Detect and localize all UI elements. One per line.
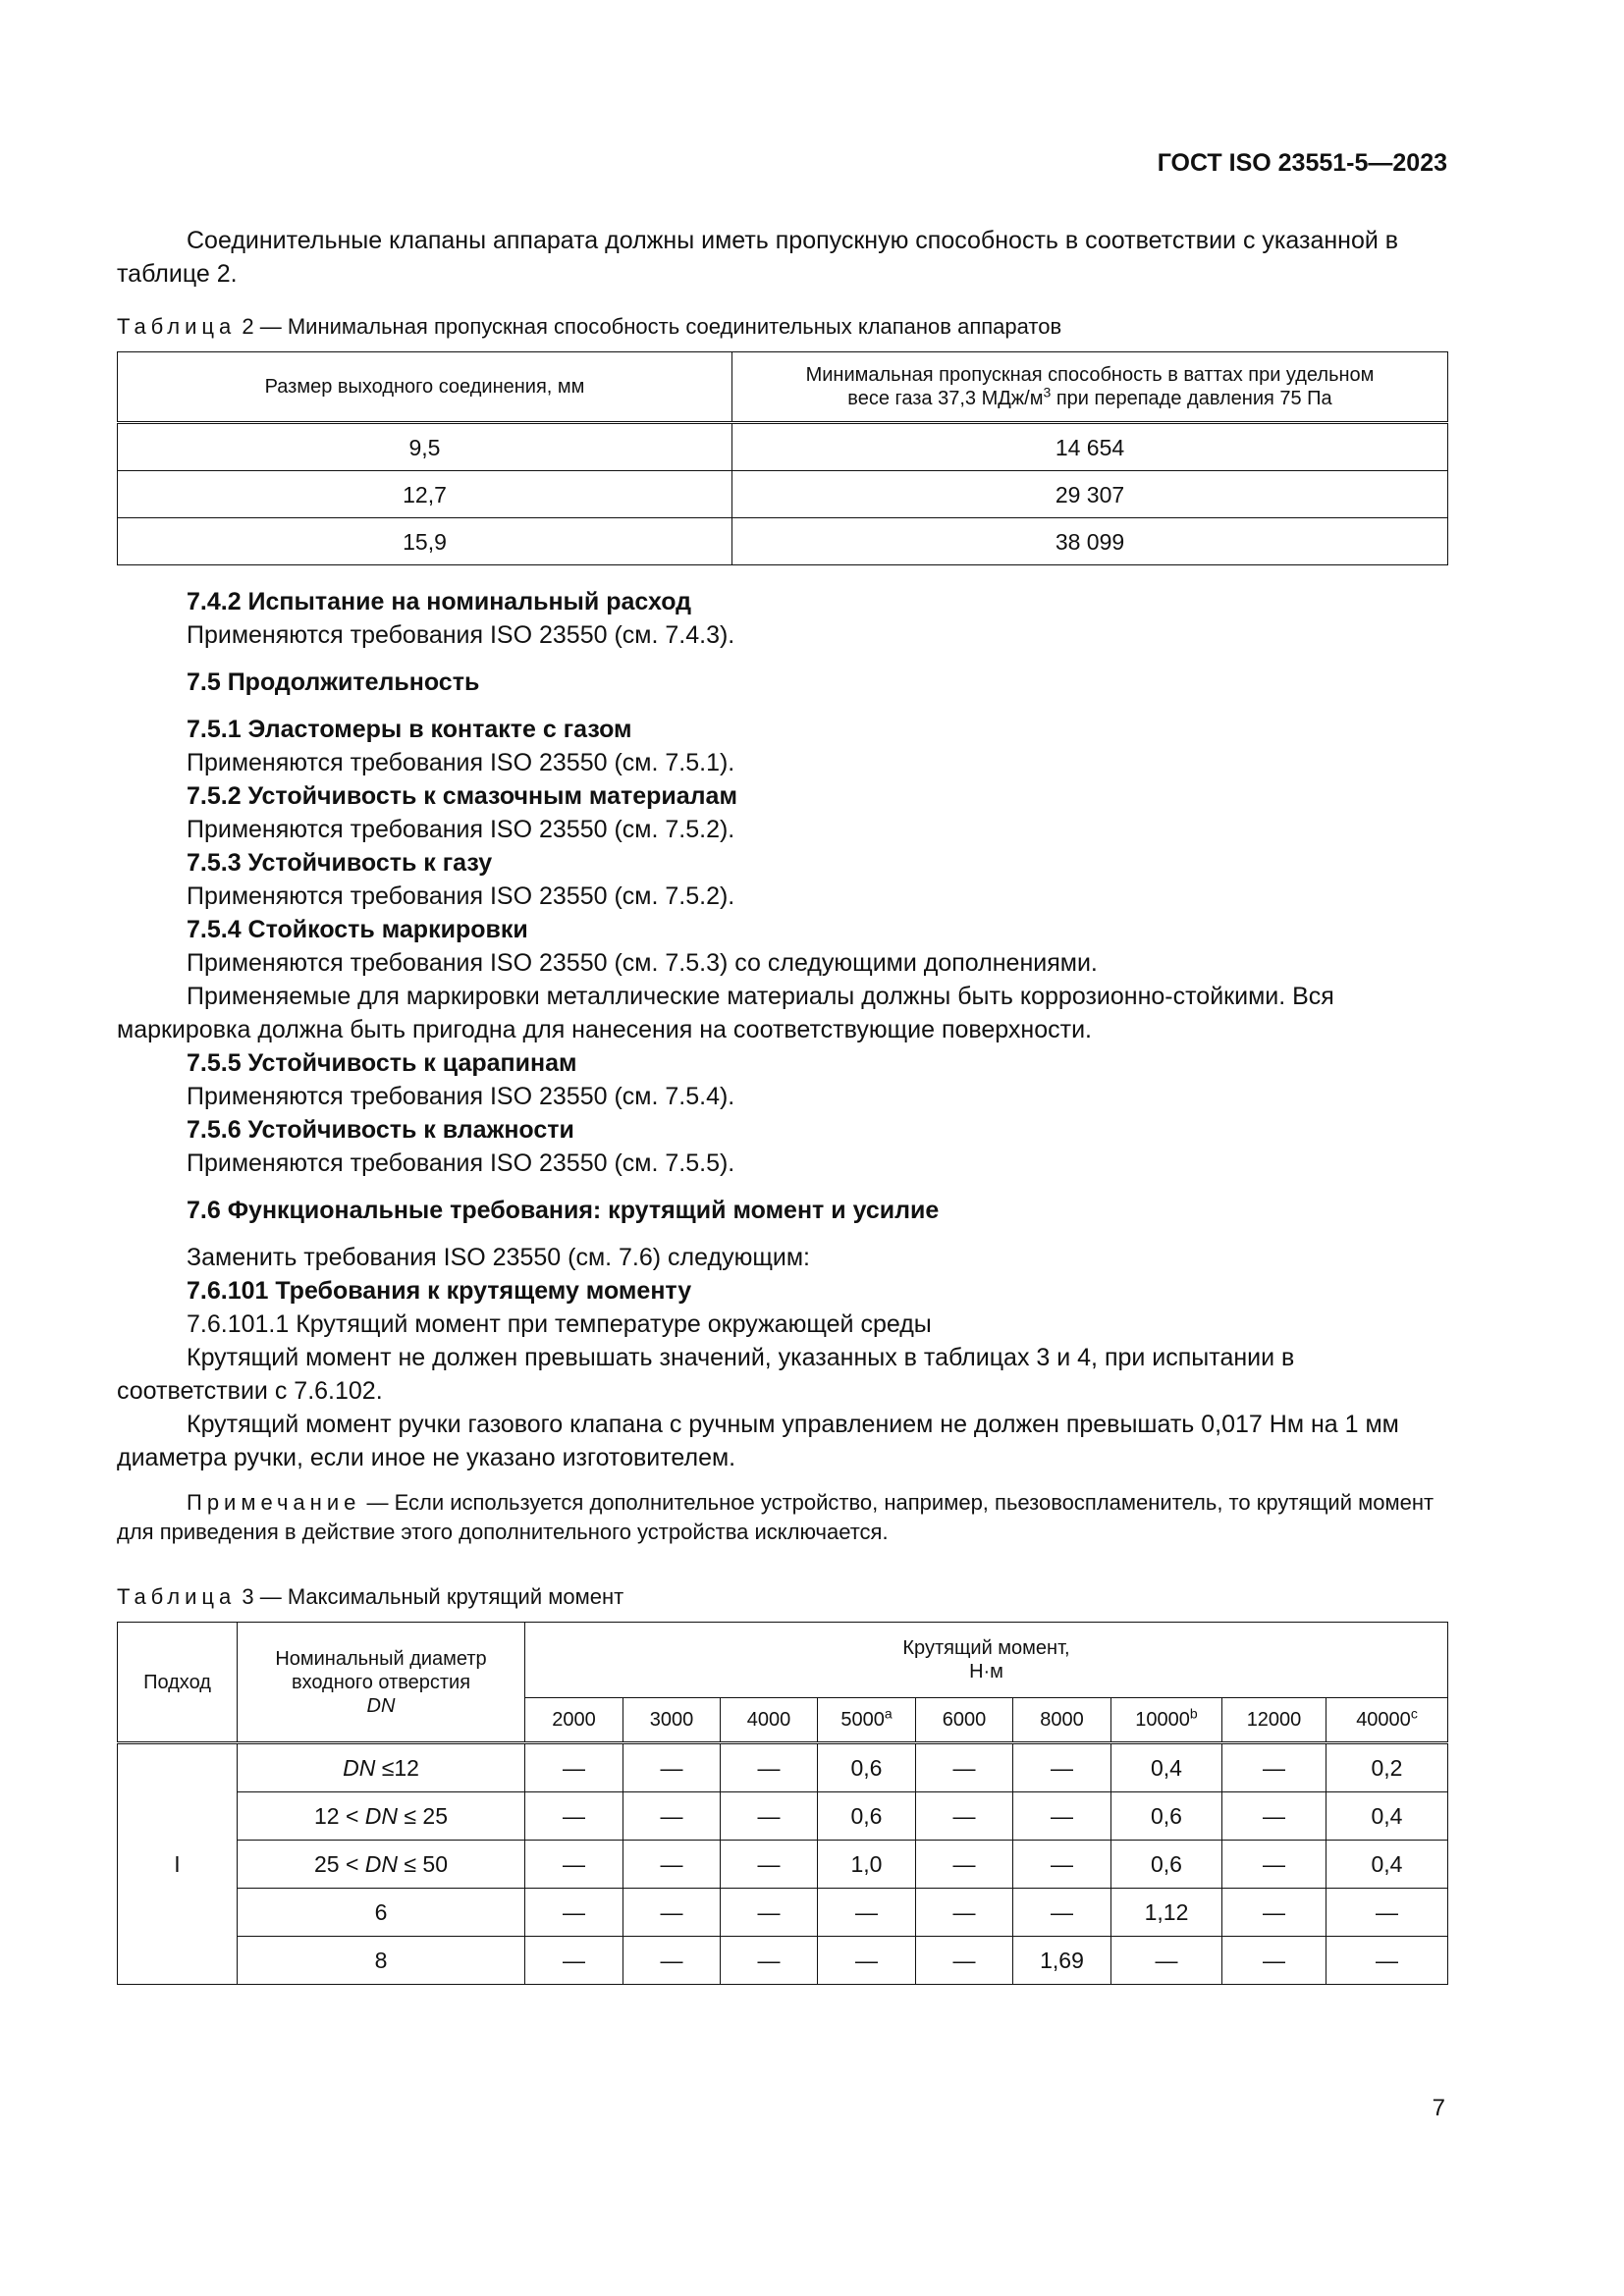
table2-caption xyxy=(117,312,1448,342)
table-row xyxy=(118,518,1448,565)
table2-col2-header-c: при перепаде давления 75 Па xyxy=(1051,388,1332,409)
table3-torque-cell: 0,6 xyxy=(1111,1841,1222,1889)
section-7-5-title: 7.5 Продолжительность xyxy=(187,668,480,696)
table3-torque-cell: — xyxy=(721,1889,818,1937)
table3-torque-cell: — xyxy=(916,1841,1013,1889)
table2-col2-header-sup: 3 xyxy=(1043,384,1052,400)
table3-torque-cell: — xyxy=(623,1792,721,1841)
table3-speed-header xyxy=(1222,1698,1326,1743)
table3-speed-header xyxy=(721,1698,818,1743)
table3-speed-value: 10000 xyxy=(1135,1709,1190,1731)
table3-diameter-dn: DN xyxy=(343,1755,376,1781)
table2-caption-text: 2 — Минимальная пропускная способность соединительных клапанов аппаратов xyxy=(236,314,1062,339)
table2-header-row xyxy=(118,352,1448,423)
table3-torque-cell: — xyxy=(623,1841,721,1889)
section-7-5-2-title: 7.5.2 Устойчивость к смазочным материалам xyxy=(187,782,737,810)
table3-torque-cell: 0,6 xyxy=(1111,1792,1222,1841)
table3-torque-cell: — xyxy=(1326,1889,1448,1937)
note-paragraph xyxy=(117,1488,1448,1547)
table3-diameter-cell xyxy=(238,1937,525,1985)
table2-capacity-cell: 29 307 xyxy=(732,471,1448,518)
section-7-5-4-text: Применяются требования ISO 23550 (см. 7.5.3) со следующими дополнениями. xyxy=(187,949,1098,977)
table2-capacity-cell: 14 654 xyxy=(732,423,1448,471)
table3-speed-footnote: b xyxy=(1189,1705,1198,1722)
table3-torque-cell: — xyxy=(525,1841,623,1889)
table3-speed-header xyxy=(1111,1698,1222,1743)
section-7-4-2-text: Применяются требования ISO 23550 (см. 7.4.3). xyxy=(187,621,735,649)
table3-speed-footnote: c xyxy=(1410,1705,1418,1722)
table3-speed-footnote: a xyxy=(884,1705,893,1722)
table3-torque-cell: 0,4 xyxy=(1111,1743,1222,1792)
table3-speed-header xyxy=(1326,1698,1448,1743)
table2-min-capacity xyxy=(117,351,1448,565)
table2-col2-header xyxy=(732,352,1448,423)
table2-size-cell: 12,7 xyxy=(118,471,732,518)
table3-torque-cell: — xyxy=(916,1889,1013,1937)
table3-torque-cell: — xyxy=(1013,1841,1111,1889)
table3-diameter-header-text: Номинальный диаметр входного отверстия xyxy=(275,1647,487,1693)
table-row xyxy=(118,423,1448,471)
section-7-5-5-text: Применяются требования ISO 23550 (см. 7.5.4). xyxy=(187,1083,735,1110)
torque-paragraph-2: Крутящий момент ручки газового клапана с ручным управлением не должен превышать 0,017 Нм на 1 мм диаметра ручки, если иное не указано изготовителем. xyxy=(117,1411,1399,1471)
table3-diameter-header-dn: DN xyxy=(366,1694,396,1717)
table3-caption-label: Таблица xyxy=(117,1584,237,1609)
table3-speed-header xyxy=(916,1698,1013,1743)
table3-torque-header xyxy=(525,1623,1448,1698)
table2-col2-header-a: Минимальная пропускная способность в ваттах при удельном xyxy=(805,364,1375,386)
table3-torque-cell: — xyxy=(1222,1841,1326,1889)
table3-torque-cell: — xyxy=(623,1743,721,1792)
table3-diameter-suffix: ≤ 50 xyxy=(398,1851,449,1877)
table3-diameter-cell xyxy=(238,1743,525,1792)
table2-col1-header: Размер выходного соединения, мм xyxy=(118,352,732,423)
section-7-5-6-text: Применяются требования ISO 23550 (см. 7.5.5). xyxy=(187,1149,735,1177)
section-7-5-1-text: Применяются требования ISO 23550 (см. 7.5.1). xyxy=(187,749,735,776)
table3-torque-cell: — xyxy=(1111,1937,1222,1985)
table3-diameter-prefix: 6 xyxy=(374,1899,388,1925)
page-content xyxy=(117,224,1448,1985)
page-number: 7 xyxy=(1432,2095,1445,2121)
table3-header-row xyxy=(118,1623,1448,1698)
intro-paragraph: Соединительные клапаны аппарата должны иметь пропускную способность в соответствии с указанной в таблице 2. xyxy=(117,227,1399,288)
table3-torque-cell: — xyxy=(1222,1792,1326,1841)
section-7-4-2-title: 7.4.2 Испытание на номинальный расход xyxy=(187,588,692,615)
table3-torque-cell: — xyxy=(721,1841,818,1889)
table3-diameter-prefix: 25 < xyxy=(313,1851,365,1877)
table3-body xyxy=(118,1743,1448,1985)
table3-torque-cell: 1,0 xyxy=(818,1841,916,1889)
table3-speed-value: 40000 xyxy=(1356,1709,1411,1731)
table3-caption-text: 3 — Максимальный крутящий момент xyxy=(236,1584,624,1609)
table3-diameter-cell xyxy=(238,1889,525,1937)
table3-max-torque xyxy=(117,1622,1448,1985)
table3-speed-value: 5000 xyxy=(840,1709,885,1731)
table3-torque-cell: 0,6 xyxy=(818,1743,916,1792)
table-row xyxy=(118,471,1448,518)
table3-speed-header xyxy=(525,1698,623,1743)
table3-torque-cell: — xyxy=(525,1889,623,1937)
table3-speed-header xyxy=(623,1698,721,1743)
table3-torque-cell: — xyxy=(721,1792,818,1841)
table3-diameter-header xyxy=(238,1623,525,1743)
table3-torque-cell: — xyxy=(1013,1889,1111,1937)
section-7-5-3-text: Применяются требования ISO 23550 (см. 7.5.2). xyxy=(187,882,735,910)
table2-size-cell: 15,9 xyxy=(118,518,732,565)
section-7-6-title: 7.6 Функциональные требования: крутящий момент и усилие xyxy=(187,1197,940,1224)
table2-size-cell: 9,5 xyxy=(118,423,732,471)
table3-approach-cell: I xyxy=(118,1743,238,1985)
table3-diameter-dn: DN xyxy=(364,1803,399,1829)
table3-torque-cell: — xyxy=(818,1937,916,1985)
section-7-5-5-title: 7.5.5 Устойчивость к царапинам xyxy=(187,1049,577,1077)
table3-speed-header xyxy=(1013,1698,1111,1743)
table3-torque-cell: — xyxy=(525,1937,623,1985)
section-7-5-4-text-2: Применяемые для маркировки металлические материалы должны быть коррозионно-стойкими. Вся маркировка должна быть пригодна для нанесения на соответствующие поверхности. xyxy=(117,983,1334,1043)
table3-speed-value: 6000 xyxy=(942,1709,987,1731)
table3-torque-cell: 0,2 xyxy=(1326,1743,1448,1792)
table3-torque-cell: — xyxy=(916,1937,1013,1985)
table3-torque-cell: — xyxy=(721,1937,818,1985)
table3-torque-cell: 0,4 xyxy=(1326,1792,1448,1841)
table3-caption xyxy=(117,1582,1448,1612)
table3-torque-cell: — xyxy=(1013,1792,1111,1841)
table3-torque-cell: — xyxy=(1013,1743,1111,1792)
section-7-6-text: Заменить требования ISO 23550 (см. 7.6) следующим: xyxy=(187,1244,810,1271)
table3-speed-value: 4000 xyxy=(746,1709,791,1731)
section-7-5-4-title: 7.5.4 Стойкость маркировки xyxy=(187,916,528,943)
table3-diameter-cell xyxy=(238,1841,525,1889)
note-label: Примечание xyxy=(187,1490,361,1515)
section-7-5-6-title: 7.5.6 Устойчивость к влажности xyxy=(187,1116,574,1144)
section-7-5-1-title: 7.5.1 Эластомеры в контакте с газом xyxy=(187,716,632,743)
table3-approach-header: Подход xyxy=(118,1623,238,1743)
table2-capacity-cell: 38 099 xyxy=(732,518,1448,565)
table3-torque-cell: — xyxy=(623,1889,721,1937)
table-row xyxy=(118,1937,1448,1985)
table2-col2-header-b: весе газа 37,3 МДж/м xyxy=(847,388,1044,409)
table-row xyxy=(118,1841,1448,1889)
table3-diameter-cell xyxy=(238,1792,525,1841)
table2-caption-label: Таблица xyxy=(117,314,237,339)
table3-diameter-suffix: ≤12 xyxy=(375,1755,419,1781)
table3-torque-cell: — xyxy=(525,1792,623,1841)
section-7-5-3-title: 7.5.3 Устойчивость к газу xyxy=(187,849,493,877)
table3-torque-cell: 1,69 xyxy=(1013,1937,1111,1985)
table3-torque-cell: — xyxy=(1222,1889,1326,1937)
table3-diameter-prefix: 8 xyxy=(374,1948,388,1973)
table3-torque-cell: — xyxy=(1222,1937,1326,1985)
table3-torque-cell: 1,12 xyxy=(1111,1889,1222,1937)
table-row xyxy=(118,1792,1448,1841)
table3-torque-cell: — xyxy=(525,1743,623,1792)
table-row xyxy=(118,1889,1448,1937)
table3-torque-cell: — xyxy=(916,1792,1013,1841)
section-7-6-101-1-text: 7.6.101.1 Крутящий момент при температуре окружающей среды xyxy=(187,1310,932,1338)
table3-diameter-suffix: ≤ 25 xyxy=(398,1803,449,1829)
table3-diameter-dn: DN xyxy=(364,1851,399,1877)
table3-speed-header xyxy=(818,1698,916,1743)
table3-speed-value: 8000 xyxy=(1040,1709,1084,1731)
table3-torque-cell: 0,4 xyxy=(1326,1841,1448,1889)
table3-torque-cell: — xyxy=(818,1889,916,1937)
table-row xyxy=(118,1743,1448,1792)
document-id-header: ГОСТ ISO 23551-5—2023 xyxy=(1157,149,1447,177)
table3-torque-cell: — xyxy=(623,1937,721,1985)
note-text: — Если используется дополнительное устройство, например, пьезовоспламенитель, то крутящий момент для приведения в действие этого дополнительного устройства исключается. xyxy=(117,1490,1435,1544)
table3-torque-header-unit: Н·м xyxy=(969,1661,1003,1682)
table3-torque-cell: — xyxy=(1222,1743,1326,1792)
table3-speed-value: 2000 xyxy=(552,1709,596,1731)
table3-torque-cell: 0,6 xyxy=(818,1792,916,1841)
table3-speed-value: 3000 xyxy=(649,1709,694,1731)
section-7-5-2-text: Применяются требования ISO 23550 (см. 7.5.2). xyxy=(187,816,735,843)
table3-speed-value: 12000 xyxy=(1246,1709,1302,1731)
torque-paragraph-1: Крутящий момент не должен превышать значений, указанных в таблицах 3 и 4, при испытании в соответствии с 7.6.102. xyxy=(117,1344,1295,1405)
table3-torque-header-text: Крутящий момент, xyxy=(902,1637,1070,1659)
table3-diameter-prefix: 12 < xyxy=(313,1803,365,1829)
table3-torque-cell: — xyxy=(916,1743,1013,1792)
section-7-6-101-title: 7.6.101 Требования к крутящему моменту xyxy=(187,1277,692,1305)
table3-torque-cell: — xyxy=(721,1743,818,1792)
table3-torque-cell: — xyxy=(1326,1937,1448,1985)
